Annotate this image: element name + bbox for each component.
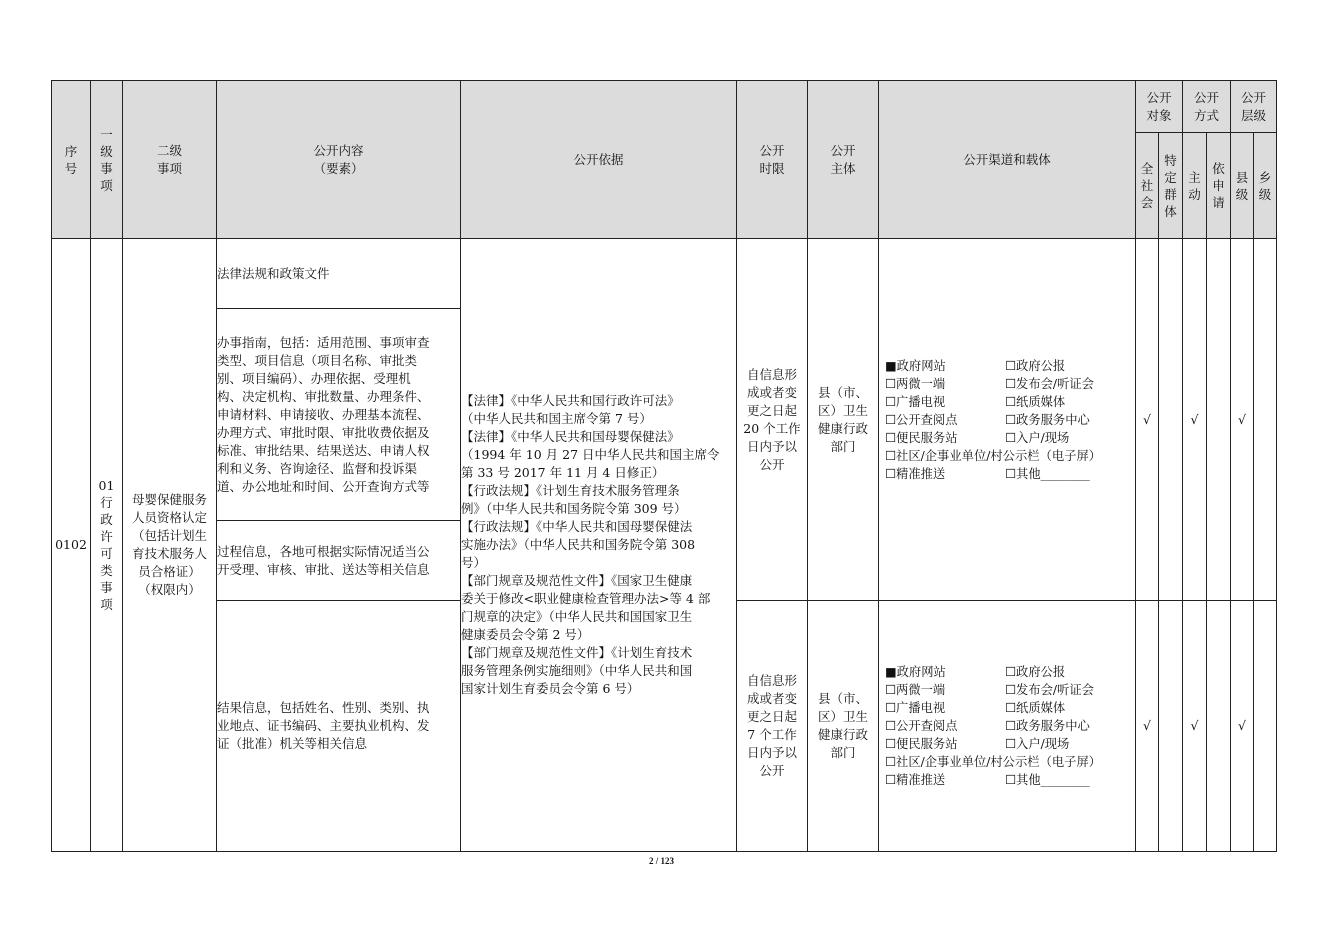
- channel-paper: ☐纸质媒体: [1005, 394, 1066, 409]
- channel-bulletin: ☐社区/企事业单位/村公示栏（电子屏）: [885, 448, 1102, 463]
- time-limit-2: 自信息形 成或者变 更之日起 7 个工作 日内予以 公开: [737, 601, 808, 852]
- basis-cell: 【法律】《中华人民共和国行政许可法》 （中华人民共和国主席令第 7 号） 【法律】《中华人民共和国母婴保健法》 （1994 年 10 月 27 日中华人民共和国主席令 第 33 号 2017 年 11 月 4 日修正） 【行政法规】《计划生育技术服务管理条 例》（中华人民共和国务院令第 309 号） 【行政法规】《中华人民共和国母婴保健法 实施办法》（中华人民共和国务院令第 308 号） 【部门规章及规范性文件】《国家卫生健康 委关于修改<职业健康检查管理办法>等 4 部 门规章的决定》（中华人民共和国国家卫生 健康委员会令第 2 号） 【部门规章及规范性文件】《计划生育技术 服务管理条例实施细则》（中华人民共和国 国家计划生育委员会令第 6 号）: [461, 239, 737, 852]
- header-level: 公开 层级: [1231, 81, 1277, 133]
- channel-press: ☐发布会/听证会: [1005, 376, 1094, 391]
- subject-1: 县（市、 区）卫生 健康行政 部门: [808, 239, 879, 601]
- channel-reading-point: ☐公开查阅点: [885, 412, 958, 427]
- channel-precise-push: ☐精准推送: [885, 466, 946, 481]
- header-mode-request: 依 申 请: [1207, 133, 1231, 239]
- header-content: 公开内容 （要素）: [217, 81, 461, 239]
- disclosure-table: [51, 80, 1277, 852]
- header-channel: 公开渠道和载体: [879, 81, 1136, 239]
- row-seq: 0102: [52, 239, 91, 852]
- channel-precise-push: ☐精准推送: [885, 773, 946, 787]
- header-level-county: 县 级: [1231, 133, 1254, 239]
- channel-convenience: ☐便民服务站: [885, 430, 958, 445]
- header-subject: 公开 主体: [808, 81, 879, 239]
- channel-reading-point: ☐公开查阅点: [885, 719, 958, 733]
- mark-request-2: [1207, 601, 1231, 852]
- channel-press: ☐发布会/听证会: [1005, 683, 1094, 697]
- mark-active-1: √: [1183, 239, 1207, 601]
- channel-convenience: ☐便民服务站: [885, 737, 958, 751]
- mark-specific-1: [1159, 239, 1183, 601]
- channel-bulletin: ☐社区/企事业单位/村公示栏（电子屏）: [885, 755, 1102, 769]
- channel-service-center: ☐政务服务中心: [1005, 719, 1090, 733]
- row-level1: 01 行 政 许 可 类 事 项: [91, 239, 123, 852]
- mark-county-2: √: [1231, 601, 1254, 852]
- header-target: 公开 对象: [1136, 81, 1183, 133]
- channel-gov-site: ■政府网站: [885, 665, 946, 679]
- channel-radio-tv: ☐广播电视: [885, 701, 946, 715]
- mark-all-2: √: [1136, 601, 1159, 852]
- channel-gov-gazette: ☐政府公报: [1005, 358, 1066, 373]
- subject-2: 县（市、 区）卫生 健康行政 部门: [808, 601, 879, 852]
- header-level1: 一 级 事 项: [91, 81, 123, 239]
- header-basis: 公开依据: [461, 81, 737, 239]
- header-level2: 二级 事项: [123, 81, 217, 239]
- channels-2: [879, 601, 1136, 852]
- header-seq: 序 号: [52, 81, 91, 239]
- content-process: 过程信息，各地可根据实际情况适当公 开受理、审核、审批、送达等相关信息: [217, 521, 461, 601]
- header-target-all: 全 社 会: [1136, 133, 1159, 239]
- content-result: 结果信息，包括姓名、性别、类别、执 业地点、证书编码、主要执业机构、发 证（批准）机关等相关信息: [217, 601, 461, 852]
- time-limit-1: 自信息形 成或者变 更之日起 20 个工作 日内予以 公开: [737, 239, 808, 601]
- row-level2: 母婴保健服务 人员资格认定 （包括计划生 育技术服务人 员合格证） （权限内）: [123, 239, 217, 852]
- mark-all-1: √: [1136, 239, 1159, 601]
- channel-gov-site: ■政府网站: [885, 358, 946, 373]
- channel-other: ☐其他________: [1005, 773, 1090, 787]
- header-level-township: 乡 级: [1254, 133, 1277, 239]
- channel-radio-tv: ☐广播电视: [885, 394, 946, 409]
- mark-specific-2: [1159, 601, 1183, 852]
- channel-door: ☐入户/现场: [1005, 430, 1070, 445]
- mark-active-2: √: [1183, 601, 1207, 852]
- mark-township-1: [1254, 239, 1277, 601]
- channel-gov-gazette: ☐政府公报: [1005, 665, 1066, 679]
- mark-request-1: [1207, 239, 1231, 601]
- channel-service-center: ☐政务服务中心: [1005, 412, 1090, 427]
- header-target-specific: 特 定 群 体: [1159, 133, 1183, 239]
- content-guide: 办事指南，包括：适用范围、事项审查 类型、项目信息（项目名称、审批类 别、项目编码）、办理依据、受理机 构、决定机构、审批数量、办理条件、 申请材料、申请接收、办理基本流程、 办理方式、审批时限、审批收费依据及 标准、审批结果、结果送达、申请人权 利和义务、咨询途径、监督和投诉渠 道、办公地址和时间、公开查询方式等: [217, 309, 461, 521]
- channel-other: ☐其他________: [1005, 466, 1090, 481]
- header-mode: 公开 方式: [1183, 81, 1231, 133]
- header-mode-active: 主 动: [1183, 133, 1207, 239]
- channel-door: ☐入户/现场: [1005, 737, 1070, 751]
- channels-1: [879, 239, 1136, 601]
- content-laws: 法律法规和政策文件: [217, 239, 461, 309]
- mark-county-1: √: [1231, 239, 1254, 601]
- channel-two-one: ☐两微一端: [885, 376, 946, 391]
- header-time: 公开 时限: [737, 81, 808, 239]
- channel-two-one: ☐两微一端: [885, 683, 946, 697]
- channel-paper: ☐纸质媒体: [1005, 701, 1066, 715]
- mark-township-2: [1254, 601, 1277, 852]
- page-number: 2 / 123: [648, 856, 674, 866]
